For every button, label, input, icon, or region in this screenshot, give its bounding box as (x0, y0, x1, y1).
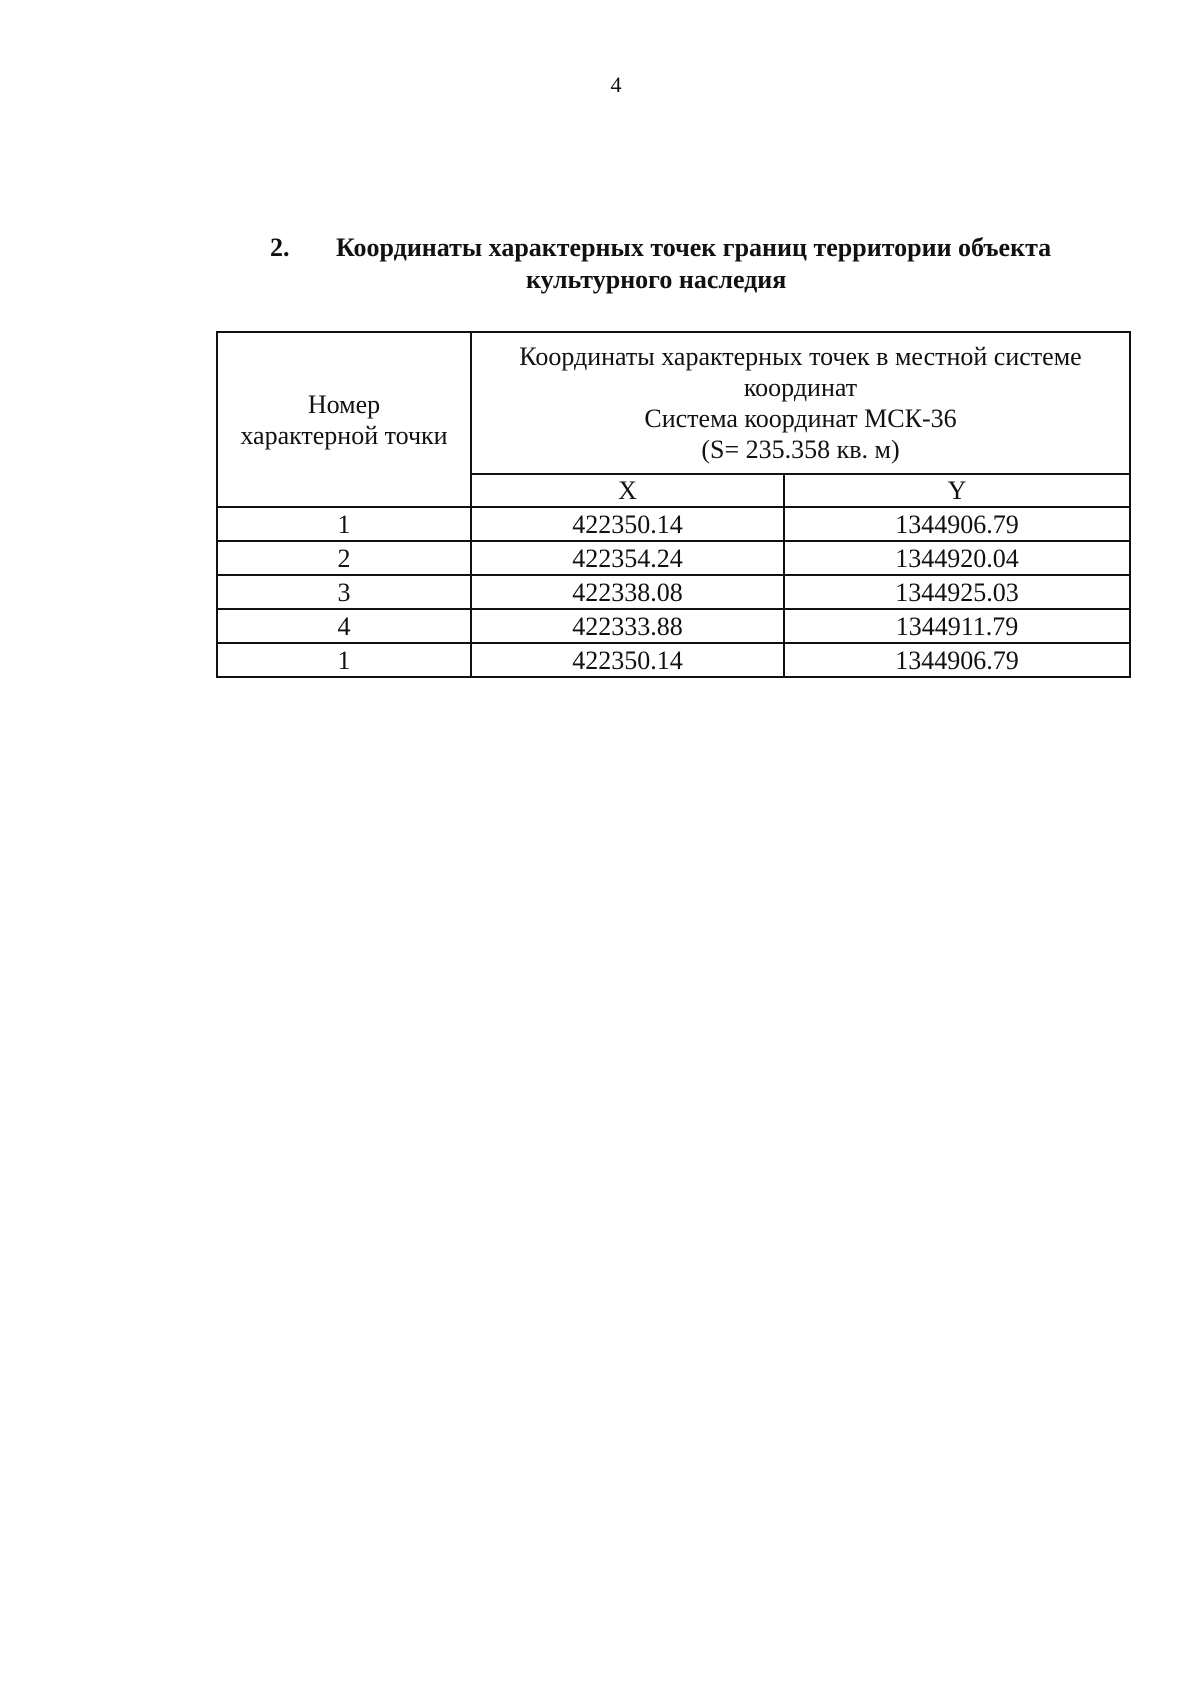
cell-point-number: 1 (217, 507, 471, 541)
cell-y: 1344906.79 (784, 643, 1130, 677)
cell-y: 1344906.79 (784, 507, 1130, 541)
cell-x: 422333.88 (471, 609, 784, 643)
page-number: 4 (610, 72, 622, 97)
table-row (217, 609, 1130, 643)
cell-point-number: 4 (217, 609, 471, 643)
table-row (217, 541, 1130, 575)
table-row (217, 575, 1130, 609)
section-heading (270, 232, 1150, 296)
cell-x: 422350.14 (471, 507, 784, 541)
cell-x: 422338.08 (471, 575, 784, 609)
section-title-line2: культурного наследия (526, 265, 787, 294)
header-coordinates-line3: Система координат МСК-36 (644, 404, 957, 433)
header-x: X (471, 474, 784, 507)
header-point-number-line1: Номер (307, 389, 381, 419)
header-coordinates-line4: (S= 235.358 кв. м) (701, 435, 900, 464)
table-row (217, 507, 1130, 541)
cell-point-number: 1 (217, 643, 471, 677)
cell-x: 422350.14 (471, 643, 784, 677)
cell-y: 1344920.04 (784, 541, 1130, 575)
section-number: 2. (270, 233, 290, 262)
header-point-number (217, 332, 471, 507)
header-coordinates-line1: Координаты характерных точек в местной системе (519, 342, 1082, 371)
header-coordinates-line2: координат (743, 373, 858, 402)
header-y: Y (784, 474, 1130, 507)
coordinates-table (216, 331, 1131, 678)
table-row (217, 643, 1130, 677)
header-coordinates (471, 332, 1130, 474)
cell-y: 1344911.79 (784, 609, 1130, 643)
cell-x: 422354.24 (471, 541, 784, 575)
section-title-line1: Координаты характерных точек границ территории объекта (336, 233, 1052, 262)
header-point-number-line2: характерной точки (240, 420, 448, 450)
cell-y: 1344925.03 (784, 575, 1130, 609)
cell-point-number: 3 (217, 575, 471, 609)
cell-point-number: 2 (217, 541, 471, 575)
